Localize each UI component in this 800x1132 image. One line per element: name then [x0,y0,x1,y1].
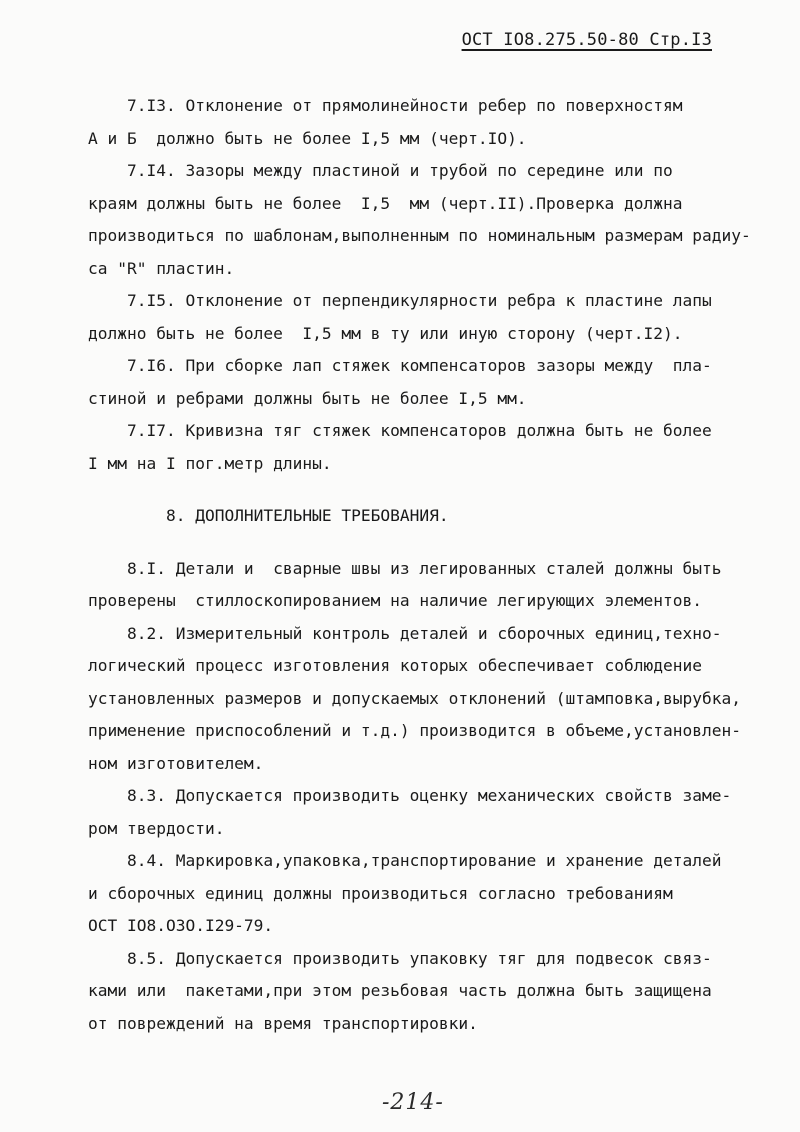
text-line: 8.I. Детали и сварные швы из легированных сталей должны быть [88,558,722,578]
paragraph-8-2 [88,618,748,781]
text-line: логический процесс изготовления которых обеспечивает соблюдение [88,656,702,675]
document-body [88,90,751,1040]
text-line: производиться по шаблонам,выполненным по номинальным размерам радиу- [88,226,751,245]
paragraph-8-1 [88,553,748,618]
text-line: 8.3. Допускается производить оценку механических свойств заме- [88,786,732,805]
paragraph-8-4 [88,845,748,943]
paragraph-7-14 [88,155,751,285]
text-line: краям должны быть не более I,5 мм (черт.II).Проверка должна [88,193,683,213]
text-line: ном изготовителем. [88,753,264,773]
text-line: и сборочных единиц должны производиться согласно требованиям [88,883,673,903]
text-line: 8.5. Допускается производить упаковку тяг для подвесок связ- [88,948,712,968]
text-line: 7.I7. Кривизна тяг стяжек компенсаторов должна быть не более [88,421,712,440]
text-line: ками или пакетами,при этом резьбовая часть должна быть защищена [88,981,712,1000]
paragraph-7-17 [88,415,748,480]
text-line: 8.4. Маркировка,упаковка,транспортирование и хранение деталей [88,851,722,870]
text-line: стиной и ребрами должны быть не более I,5 мм. [88,388,527,408]
text-line: са "R" пластин. [88,258,235,278]
text-line: 7.I3. Отклонение от прямолинейности ребер по поверхностям [88,96,683,115]
text-line: ром твердости. [88,818,225,838]
paragraph-8-3 [88,780,748,845]
text-line: применение приспособлений и т.д.) производится в объеме,установлен- [88,721,741,740]
text-line: 7.I5. Отклонение от перпендикулярности ребра к пластине лапы [88,291,712,310]
text-line: I мм на I пог.метр длины. [88,453,332,473]
paragraph-7-13 [88,90,748,155]
paragraph-8-5 [88,943,748,1041]
text-line: установленных размеров и допускаемых отклонений (штамповка,вырубка, [88,688,741,708]
document-header: ОСТ IO8.275.50-80 Стр.I3 [461,30,712,50]
text-line: ОСТ IO8.O3O.I29-79. [88,916,274,935]
page-number: -214- [382,1090,444,1115]
text-line: 7.I6. При сборке лап стяжек компенсаторов зазоры между пла- [88,356,712,375]
text-line: от повреждений на время транспортировки. [88,1013,478,1033]
paragraph-7-15 [88,285,748,350]
text-line: А и Б должно быть не более I,5 мм (черт.IO). [88,128,527,148]
text-line: должно быть не более I,5 мм в ту или иную сторону (черт.I2). [88,323,683,343]
text-line: 7.I4. Зазоры между пластиной и трубой по середине или по [88,161,673,180]
text-line: проверены стиллоскопированием на наличие легирующих элементов. [88,591,702,610]
section-title: 8. ДОПОЛНИТЕЛЬНЫЕ ТРЕБОВАНИЯ. [88,506,449,525]
text-line: 8.2. Измерительный контроль деталей и сборочных единиц,техно- [88,623,722,643]
paragraph-7-16 [88,350,748,415]
